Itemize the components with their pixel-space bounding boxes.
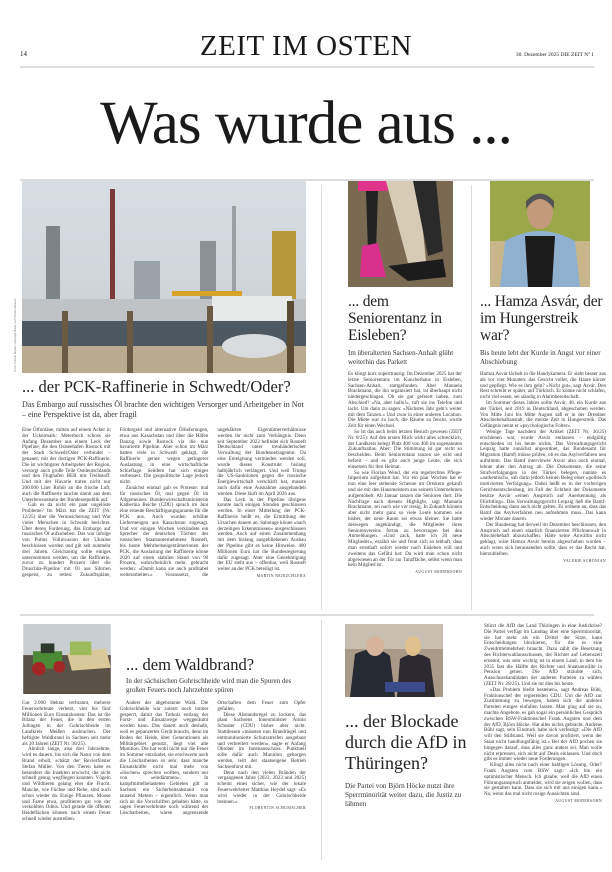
article-heading-waldbrand bbox=[126, 655, 312, 694]
column-divider bbox=[321, 620, 322, 860]
paragraph: Stürzt die AfD das Land Thüringen in eine Justizkrise? Die Partei verfügt im Landtag über eine Sperrminorität, sie hat mehr als ein Drittel der Sitze, kann Entscheidungen blockieren, für die es eine Zweidrittelmehrheit braucht. Dazu zählt die Besetzung des Richterwahlausschusses, der Richter auf Lebenszeit ernennt, was sehr wichtig ist in einem Land, in dem bis 2035 fast die Hälfte der Richter und Staatsanwälte in Pension gehen. Die AfD sträubte sich, Ausschusskandidaten der anderen Parteien zu wählen (ZEIT Nr. 28/25). Und sie tut dies bis heute. bbox=[484, 623, 602, 687]
article-body-waldbrand bbox=[22, 701, 306, 823]
portrait-photo bbox=[490, 181, 590, 287]
paragraph: Es klingt kurz superttraurig: Im Dezember 2025 hat der letzte Seniorentanz im Kuncherhaus in Eisleben, Sachsen-Anhalt, stattgefunden. Aber Manuela Brackmann, die ihn organisiert hat, ist überhaupt nicht niedergeschlagen. Ob sie gut gefeiert haben, zum Abschied? »Na, aber hallo!«, ruft sie ins Telefon und lacht. Um dann zu sagen: »Nächstes Jahr geht's weiter mit dem Tanzen.« Und zwar in einer anderen Location. Die Miete war zu hoch, die Räume zu feucht, wurde Zeit für einen Wechsel. bbox=[348, 371, 462, 430]
paragraph: Das Leck in der Pipeline übrigens konnte nach einigen Stunden geschlossen werden. In einer Mitteilung der PCK-Raffinerie heißt es, die Ermittlung der Ursachen dauere an. Sabotage könne »nach derzeitigen Erkenntnissen« ausgeschlossen werden. Auch auf einen Zusammenhang mit dem bislang ausgebliebenen Ausbau der Pipeline gibt es keine Hinweise. 400 Millionen Euro hat die Bundesregierung dafür zugesagt. Aber eine Genehmigung der EU steht aus – offenbar, weil Rosneft weiter an der PCK beteiligt ist. bbox=[217, 496, 306, 573]
masthead: ZEIT IM OSTEN bbox=[199, 30, 413, 62]
paragraph: So ist das auch beim letzten Besuch gewesen (ZEIT Nr. 8/25): Auf den ersten Blick wirkt alles schrecklich, der Landkreis belegt Platz 400 von 400 im sogenannten Zukunftsatlas. Aber: Die Stimmung ist gar nicht so bescheiden. Beim Seniorentanz tanzen sie wild und befreit – und es gibt auch junge Leute, die sich einsetzen für ihre Heimat. bbox=[348, 428, 462, 470]
paragraph: Gab es da nicht ein paar ungelöste Probleme? Im März hat die ZEIT (Nr. 12/25) über die Verunsicherung und Wut vieler Menschen in Schwedt berichtet. Über deren Forderung, das Embargo auf russisches Öl aufzuheben. Das war infolge von Putins Vollinvasion der Ukraine beschlossen worden und gilt seit nunmehr drei Jahren. Gleichzeitig sollte einiges unternommen werden, um die Raffinerie, zuvor zu hundert Prozent über die Druschba-Pipeline mit Öl aus Sibirien gespeist, zu retten: Zukunftspläne, Fördergeld und alternative Öllieferungen, etwa aus Kasachstan und über die Häfen Danzig sowie Rostock via die nun havarierte Pipeline. Aber schon im März hatten viele in Schwedt geklagt, die Raffinerie gerate wegen geringerer Auslastung in eine wirtschaftliche Schieflage. Seitdem hat sich einiges verbessert. Die geopolitische Lage jedoch nicht. bbox=[22, 427, 209, 578]
paragraph: Im Sommer dieses Jahres sollte Asvár, 48, ein Kurde aus der Türkei, seit 2019 in Deutschland, abgeschoben werden. Von Mitte Juni bis Mitte August saß er in der Dresdner Abschiebehaftanstalt, die meiste Zeit in Hungerstreik. Das Gefängnis nennt er »psychologische Folter«. bbox=[480, 399, 606, 430]
paragraph: Hamza Asvár lächelt in die Handykamera. Er sieht besser aus als vor vier Monaten: das Gesicht voller, die Haare kürzer und gepflegt. Wie es ihm geht? »Nicht gut«, sagt Asvár. Den Rest schreibt er später, auf Türkisch. Er könne nicht schlafen, nicht viel essen, sei ständig in Alarmbereitschaft. bbox=[480, 371, 606, 401]
article-title-hamza: ... Hamza Asvár, der im Hungerstreik war? bbox=[480, 293, 603, 344]
article-title-blockade: ... der Blockade durch die AfD in Thüringen? bbox=[345, 711, 467, 773]
paragraph: Diese Abstandsregel zu lockern, das plant Sachsens Innenminister Armin Schuster (CDU) bisher aber nicht. Stattdessen »müssten nun Brandriegel und entmunitionierte Schutzstreifen ausgebaut und verbreitert werden«, sagte er Anfang Oktober im Innenausschuss. Punktuell solle dafür auch Munition geborgen werden, teilt der staatseigene Betrieb Sachsenforst mit. bbox=[217, 711, 306, 770]
article-header-waldbrand bbox=[22, 624, 312, 694]
refinery-photo bbox=[22, 181, 306, 373]
article-deck-hamza: Bis heute lebt der Kurde in Angst vor einer Abschiebung bbox=[480, 349, 601, 366]
parliament-photo bbox=[345, 624, 443, 697]
paragraph: Gut 2.000 Hektar verbrannt, mehrere Feuerwehrleute verletzt, vier bis fünf Millionen Euro Einsatzkosten: Das ist die Bilanz der Feuer, die in den ersten Julitagen in der Gohrischheide im Landkreis Meißen ausbrachen. Der heftigste Waldbrand in Sachsen seit mehr als 30 Jahren (ZEIT Nr. 30/25). bbox=[22, 700, 111, 747]
paragraph: Eine Ölfontäne, mitten auf einem Acker in der Uckermark: Meterhoch schoss sie Anfang Dezember aus einem Leck der Pipeline, die den Ostseehafen Rostock mit der Stadt Schwedt/Oder verbindet – genauer, mit der dortigen PCK-Raffinerie. Die ist wichtigster Arbeitgeber der Region, versorgt auch große Teile Ostdeutschlands und den Flughafen BER mit Treibstoff. Und mit der Havarie traten nicht nur 200.000 Liter Rohöl an die frische Luft, auch die Raffinerie tauchte damit aus dem Unterbewusstsein der Bundesrepublik auf. bbox=[22, 427, 111, 503]
paragraph: Ähnlich lange, also drei Jahrzehnte, wird es dauern, bis sich die Natur von dem Brand erholt, schätzt der Revierförster Stefan Müller. Von den Tieren habe es besonders die Insekten erwischt, die nicht schnell genug wegfliegen konnten. Vögeln und Wildtieren gelang eher die Flucht. Manche, wie Füchse und Rehe, sind auch schon wieder da. Einige Pflanzen, Moose und Farne etwa, profitieren gar von der verkohlten Ödnis. Und gerade die offenen Heideflächen können nach einem Feuer schnell wieder austreiben. bbox=[22, 746, 111, 822]
article-blockade bbox=[345, 624, 475, 809]
photo-credit: Fotos: Florian Boillot; Christoph Hardt; laif; Picture Alliance bbox=[13, 298, 17, 372]
header-rule bbox=[20, 66, 594, 68]
article-body-blockade bbox=[484, 624, 602, 805]
article-waldbrand bbox=[22, 624, 312, 823]
article-deck-waldbrand: In der sächsischen Gohrischheide wird man die Spuren des großen Feuers noch Jahrzehnte spüren bbox=[126, 677, 292, 694]
article-deck-blockade: Die Partei von Björn Höcke nutzt ihre Sperrminorität weiter dazu, die Justiz zu lähmen bbox=[345, 782, 462, 808]
byline: AUGUST MODERSOHN bbox=[555, 798, 602, 803]
date-issue: 30. Dezember 2025 DIE ZEIT Nº 1 bbox=[515, 52, 594, 58]
page-headline: Was wurde aus ... bbox=[100, 90, 512, 157]
byline: MARTIN NEJEZCHLEBA bbox=[256, 573, 306, 578]
paragraph: Wenige Tage nachdem der Artikel (ZEIT Nr. 36/25) erschienen war, wurde Asvár entlassen – endgültig entschieden ist bis heute nichts. Das Verwaltungsgericht Leipzig hatte zunächst angeordnet, das Bundesamt für Migration (Bamf) müsse prüfen, ob es das Asylverfahren neu aufnimmt. Das Bamf interviewte Asvár also noch einmal, lehnte aber den Antrag ab. Die Dokumente, die seine Strafverfolgungen in der Türkei belegen, nannte es »authentisch«, sah darin jedoch keinen Beleg einer »politisch motivierten Verfolgung«. Dabei heißt es in der vorherigen Gerichtsentscheidung, im Fall der Echtheit der Dokumente besitze Asvár »einen Anspruch auf Anerkennung als Flüchtling«. Das Verwaltungsgericht Leipzig ließ die Bamf-Entscheidung dann auch nicht gelten. Es ordnete an, dass das Bamf das Asylverfahren neu aufnehmen muss. Das kann wieder Monate dauern. bbox=[480, 428, 606, 522]
article-body-refinery bbox=[22, 428, 306, 580]
byline: FLORENTIN SCHUMACHER bbox=[249, 806, 306, 811]
page-number: 14 bbox=[20, 50, 27, 58]
paragraph: So wie Florian Wend, der ein regelrechtes Pflege-Imperium aufgebaut hat. Vor ein paar Wochen hat er nun eine leer stehende Scheune im Ortskern gekauft und sie mit den Hausmeistern aus seinem Unternehmen aufgemöbelt. Ab Januar tanzen die Senioren dort. Die Nachfrage nach diesem Highlight, sagt Manuela Brackmann, sei nach wie vor riesig. In Zukunft können aber nicht mehr ganz so viele Leute kommen wie bisher, der neue Raum sei etwas kleiner. Sie hatte deswegen angekündigt, die Mitglieder ihres Seniorenvereins fortan zu bevorzugen bei den Anmeldungen. »Und zack, hatte ich 20 neue Mitglieder«, erzählt sie und freut sich so lebhaft, dass man ernsthaft sofort wieder nach Eisleben will und zweitens das Gefühl hat: Da wird man schon nicht abgewiesen an der Tür zur Tanzfläche, selbst wenn man kein Mitglied ist. bbox=[348, 469, 462, 569]
article-deck-seniorentanz: Im überalterten Sachsen-Anhalt glüht weiterhin das Parkett bbox=[348, 349, 454, 366]
article-body-seniorentanz bbox=[348, 372, 462, 576]
article-body-hamza bbox=[480, 372, 606, 564]
article-refinery bbox=[22, 181, 312, 580]
article-title-waldbrand: ... dem Waldbrand? bbox=[126, 655, 255, 674]
article-title-seniorentanz: ... dem Seniorentanz in Eisleben? bbox=[348, 293, 442, 344]
paragraph: Anders der abgebrannte Wald. Die Gohrischheide war zuletzt noch immer gesperrt, damit das Totholz entlang der Forst- und Einsatzwege weggeräumt werden kann. Das dauert auch deshalb, weil es gepanzertes Gerät braucht, denn im Boden der Heide, über Generationen als Militärgebiet genutzt, liegt viel alte Munition. Die hat wohl nicht nur die Feuer im Sommer entzündet, sie erschwerte auch die Löscharbeiten so sehr, dass manche Einsatzkräfte nicht mal mehr von »löschen« sprechen wollten, sondern nur von »eindämmen«. In kampfmittelbelasteten Gebieten gilt in Sachsen ein Sicherheitsabstand von tausend Metern – eigentlich. Wenn man sich an die Vorschriften gehalten hätte, so sagen Feuerwehrleute noch während der Löscharbeiten, wären angrenzende Ortschaften dem Feuer zum Opfer gefallen. bbox=[119, 700, 306, 817]
article-seniorentanz bbox=[348, 181, 462, 576]
paragraph: Denn nach den vielen Bränden der vergangenen Jahre (2022, 2023 und 2025) scheint eines sicher, wie der lokale Feuerwehrleiter Matthias Heydel sagt: »Es wird wieder in der Gohrischheide brennen.« bbox=[217, 769, 306, 805]
article-title-refinery: ... der PCK-Raffinerie in Schwedt/Oder? bbox=[22, 377, 291, 396]
section-rule bbox=[20, 614, 594, 616]
paragraph: Zunächst einmal gab es Proteste: mal für russisches Öl, mal gegen Öl im Allgemeinen. Bundeswirtschaftsministerin Katherina Reiche (CDU) sprach im Juni eine erneute Beschäftigungsgarantie für die PCK aus. Auch wurden erhöhte Liefermengen aus Kasachstan zugesagt. Und vor einigen Wochen verkündete ein Sprecher der deutschen Töchter des russischen Staatsunternehmens Rosneft, bis heute Mehrheitseigentümerinnen der PCK, die Auslastung der Raffinerie könne 2026 auf einen stabilen Stand von 90 Prozent, wahrscheinlich mehr, gebracht werden: »Damit kann sie auch profitabel weiterarbeiten.« Voraussetzt, die ungeklärten Eigentümerverhältnisse werden ihr nicht zum Verhängnis. Denn seit September 2022 befindet sich Rosneft Deutschland unter treuhänderischer Verwaltung der Bundesnetzagentur. Da eine Enteignung vermieden werden soll, wurde dieses Konstrukt bislang halbjährlich verlängert. Und weil Trump die US-Sanktionen gegen die russische Energiewirtschaft verschärft hat, musste auch dafür eine Ausnahme ausgehandelt werden. Diese läuft im April 2026 aus. bbox=[119, 427, 306, 578]
column-divider bbox=[471, 185, 472, 610]
paragraph: »Das Problem bleibt bestehen«, sagt Andreas Bühl, Fraktionschef der regierenden CDU. Um die AfD zur Zustimmung zu bewegen, haben sich die anderen Parteien einiges einfallen lassen. Man ging auf sie zu, machte Angebote, es gab sogar ein persönliches Gespräch zwischen BSW-Fraktionschef Frank Augsten und dem der AfD, Björn Höcke. Hat alles nichts gebracht. Andreas Bühl sagt, sein Eindruck habe sich verfestigt: »Die AfD will den Stillstand. Weil sie davon profitiert, wenn der Staat nicht handlungsfähig ist.« Bei der AfD pochen sie hingegen darauf, dass alles ganz anders sei. Man wolle nicht erpressen, sich nicht auf Deals einlassen. Und doch gibt es immer wieder neue Forderungen. bbox=[484, 686, 602, 763]
dancers-photo bbox=[348, 181, 453, 287]
byline: VALERIE SCHÖNIAN bbox=[563, 558, 606, 563]
article-deck-refinery: Das Embargo auf russisches Öl brachte den wichtigen Versorger und Arbeitgeber in Not – eine Perspektive ist da, aber fragil bbox=[22, 400, 304, 419]
byline: AUGUST MODERSOHN bbox=[415, 570, 462, 575]
column-divider bbox=[321, 185, 322, 610]
paragraph: Klingt alles nicht nach einer baldigen Lösung. Oder? Frank Augsten vom BSW sagt: »Ich bin ein optimistischer Mensch. Ich glaube, weil die AfD einen Führungsanspruch anmeldet, wird sie zeigen wollen, dass sie gestalten kann. Dass sie sich mit uns einigen kann.« Na, wenn das mal nicht rosige Aussichten sind. bbox=[484, 762, 602, 798]
tractor-photo bbox=[22, 624, 112, 694]
paragraph: Der Bundestag hat derweil im Dezember beschlossen, den Anspruch auf einen staatlich finanzierten Pflichtanwalt in Abschiebehaft abzuschaffen. Hätte seine Anwältin nicht geklagt, wäre Hamza Asvár bereits abgeschoben worden – auch wenn sich herausstellen sollte, dass er das Recht hat, hierzubleiben. bbox=[480, 521, 606, 557]
article-hamza bbox=[480, 181, 606, 564]
